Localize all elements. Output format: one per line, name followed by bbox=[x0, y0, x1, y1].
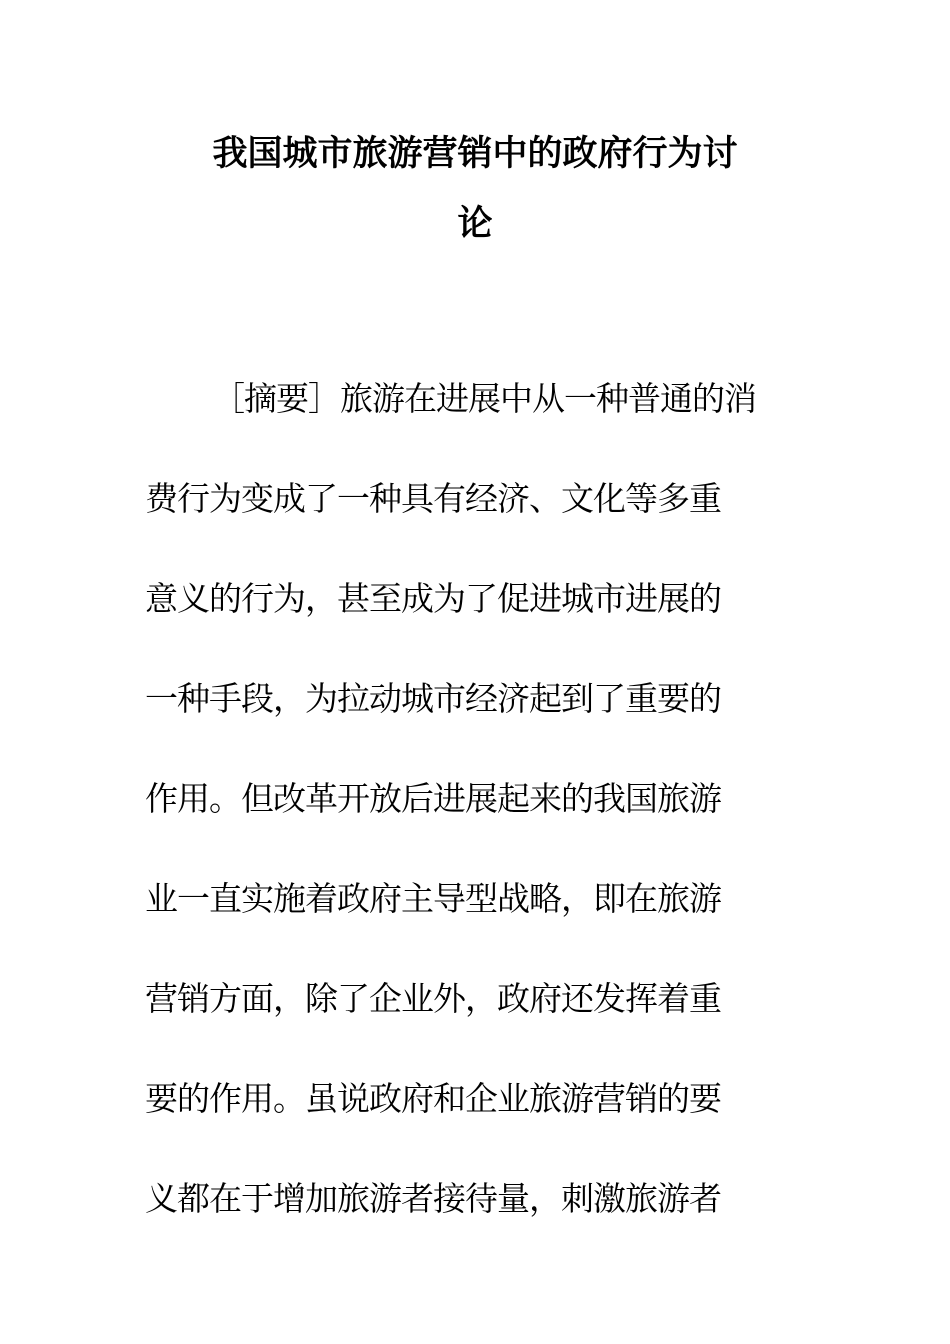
abstract-line-2: 费行为变成了一种具有经济、文化等多重 bbox=[145, 479, 721, 518]
abstract-line-8: 要的作用。虽说政府和企业旅游营销的要 bbox=[145, 1079, 721, 1118]
abstract-line-9: 义都在于增加旅游者接待量，刺激旅游者 bbox=[145, 1179, 721, 1218]
abstract-line-5: 作用。但改革开放后进展起来的我国旅游 bbox=[145, 779, 721, 818]
abstract-line-7: 营销方面，除了企业外，政府还发挥着重 bbox=[145, 979, 721, 1018]
document-title-line-2: 论 bbox=[457, 203, 493, 244]
abstract-line-4: 一种手段，为拉动城市经济起到了重要的 bbox=[145, 679, 721, 718]
abstract-line-3: 意义的行为，甚至成为了促进城市进展的 bbox=[145, 579, 721, 618]
abstract-line-6: 业一直实施着政府主导型战略，即在旅游 bbox=[145, 879, 721, 918]
abstract-line-1: ［摘要］旅游在进展中从一种普通的消 bbox=[212, 379, 756, 418]
document-title-line-1: 我国城市旅游营销中的政府行为讨 bbox=[212, 133, 738, 174]
